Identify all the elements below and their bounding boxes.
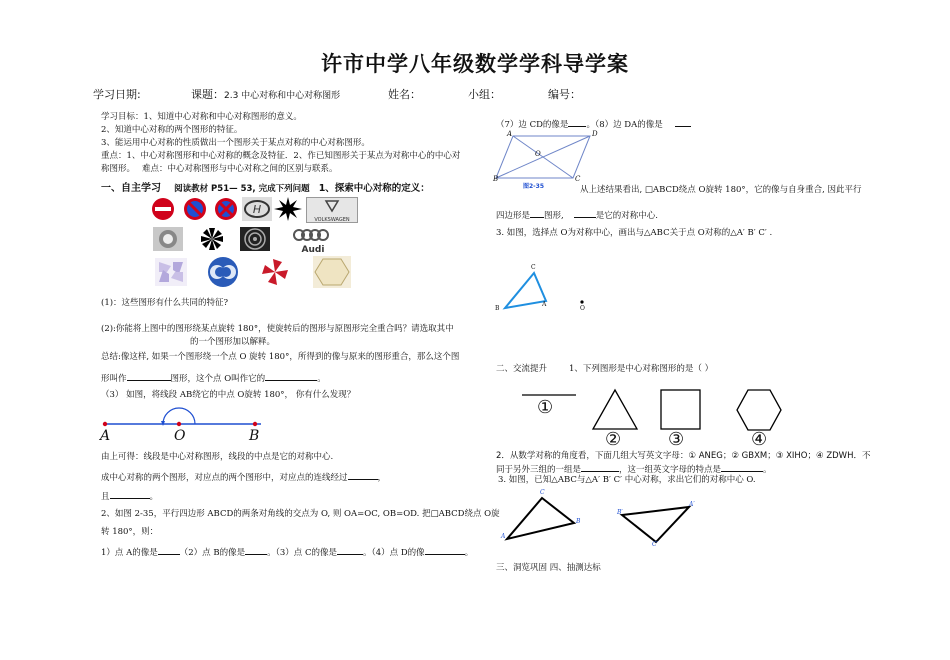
g1-point-a: A bbox=[501, 533, 506, 540]
hyundai-logo-icon bbox=[242, 197, 272, 221]
point-o-label: O bbox=[174, 428, 186, 444]
page-title: 许市中学八年级数学学科导学案 bbox=[321, 52, 629, 76]
para-point-a: A bbox=[507, 130, 513, 138]
no-stopping-sign-icon bbox=[211, 197, 241, 221]
exercise-3-text: 3. 如图，选择点 O为对称中心，画出与△ABC关于点 O对称的△A′ B′ C′ . bbox=[496, 228, 773, 238]
volkswagen-logo-icon: VOLKSWAGEN bbox=[306, 197, 358, 223]
hexagon-pattern-icon bbox=[313, 256, 351, 288]
audi-logo-icon: Audi bbox=[290, 227, 336, 253]
blank-group bbox=[581, 462, 619, 472]
section-1-heading: 一、自主学习 阅读教材 P51— 53, 完成下列问题 1、探索中心对称的定义： bbox=[101, 183, 430, 194]
g1-point-b: B bbox=[576, 518, 581, 525]
option-2-label: ② bbox=[605, 429, 622, 450]
g2-point-b: B′ bbox=[617, 509, 623, 516]
para-point-d: D bbox=[592, 130, 598, 138]
goal-1: 学习目标：1、知道中心对称和中心对称图形的意义。 bbox=[101, 112, 302, 122]
topic-label: 课题：2.3 中心对称和中心对称图形 bbox=[191, 88, 341, 101]
goal-3: 3、能运用中心对称的性质做出一个图形关于某点对称的中心对称图形。 bbox=[101, 138, 370, 148]
edge-image-line: （7）边 CD的像是 。（8）边 DA的像是 bbox=[496, 117, 691, 131]
triangle-abc-figure bbox=[500, 268, 600, 316]
summary-line-2: 形叫作 图形，这个点 O叫作它的 。 bbox=[101, 371, 326, 385]
option-1-label: ① bbox=[537, 397, 554, 418]
point-b-label: B bbox=[249, 428, 260, 444]
question-2-line-2: 的一个图形加以解释。 bbox=[190, 337, 276, 347]
segment-conclusion-2: 成中心对称的两个图形，对应点的两个图形中，对应点的连线经过 ， bbox=[101, 470, 386, 484]
svg-text:H: H bbox=[252, 203, 262, 216]
key-points-2: 称图形。 难点：中心对称图形与中心对称之间的区别与联系。 bbox=[101, 164, 338, 174]
wheel-logo-icon bbox=[153, 227, 183, 251]
segment-conclusion-1: 由上可得：线段是中心对称图形，线段的中点是它的对称中心. bbox=[101, 452, 334, 462]
date-label: 学习日期: bbox=[93, 88, 141, 101]
blank-symmetric-center bbox=[265, 371, 317, 381]
blank-image-c bbox=[337, 545, 363, 555]
blank-feature bbox=[721, 462, 763, 472]
key-points-1: 重点：1、中心对称图形和中心对称的概念及特征．2、作已知图形关于某点为对称中心的中心对 bbox=[101, 151, 461, 161]
tri-point-c: C bbox=[531, 264, 536, 271]
g1-point-c: C bbox=[540, 489, 545, 496]
center-question: 3. 如图，已知△ABC与△A′ B′ C′ 中心对称，求出它们的对称中心 O. bbox=[498, 475, 756, 485]
goal-2: 2、知道中心对称的两个图形的特征。 bbox=[101, 125, 243, 135]
red-pinwheel-icon bbox=[259, 258, 291, 286]
question-3: （3） 如图，将线段 AB绕它的中点 O旋转 180°， 你有什么发现？ bbox=[101, 390, 356, 400]
section-3-4-heading: 三、洞览巩固 四、抽测达标 bbox=[496, 563, 601, 573]
blank-passes-through bbox=[348, 470, 378, 480]
tri-point-b: B bbox=[495, 305, 500, 312]
question-1: (1)：这些图形有什么共同的特征? bbox=[101, 298, 229, 308]
tri-point-o: O bbox=[580, 305, 585, 312]
blank-image-a bbox=[158, 545, 180, 555]
blank-image-d bbox=[425, 545, 465, 555]
section-2-heading: 二、交流提升 1、下列图形是中心对称图形的是（ ） bbox=[496, 364, 714, 374]
blank-figure-type bbox=[530, 208, 544, 218]
swirl-pattern-icon bbox=[240, 227, 270, 251]
segment-conclusion-3: 且 。 bbox=[101, 489, 158, 503]
summary-line-1: 总结:像这样, 如果一个图形绕一个点 O 旋转 180°，所得到的像与原来的图形重合，那么这个图 bbox=[101, 352, 460, 362]
question-2-line-1: (2):你能将上图中的图形绕某点旋转 180°，使旋转后的图形与原图形完全重合吗？请选取其中 bbox=[101, 324, 454, 334]
letters-question-line-1: 2．从数学对称的角度看，下面几组大写英文字母：① ANEG；② GBXM；③ XIHO；④ ZDWH．不 bbox=[496, 451, 871, 461]
g2-point-a: A′ bbox=[689, 501, 695, 508]
blank-symmetric-figure bbox=[127, 371, 171, 381]
blank-center bbox=[574, 208, 596, 218]
para-point-c: C bbox=[575, 175, 581, 183]
blank-edge-cd bbox=[568, 117, 586, 127]
option-4-label: ④ bbox=[751, 429, 768, 450]
name-label: 姓名： bbox=[388, 88, 421, 101]
para-point-o: O bbox=[535, 150, 541, 158]
blank-image-b bbox=[245, 545, 267, 555]
example-2-line-3: 1）点 A的像是 （2）点 B的像是 。（3）点 C的像是 。（4）点 D的像 。 bbox=[101, 545, 473, 559]
blank-and-condition bbox=[110, 489, 150, 499]
tri-point-a: A bbox=[542, 301, 547, 308]
group-label: 小组： bbox=[468, 88, 501, 101]
letters-question-line-2: 同于另外三组的一组是 ，这一组英文字母的特点是 。 bbox=[496, 462, 772, 476]
folded-square-icon bbox=[155, 258, 187, 286]
example-2-line-1: 2、如图 2-35，平行四边形 ABCD的两条对角线的交点为 O, 则 OA=OC, OB=OD. 把□ABCD绕点 O旋 bbox=[101, 509, 500, 519]
point-a-label: A bbox=[100, 428, 111, 444]
no-parking-sign-icon bbox=[180, 197, 210, 221]
blank-edge-da bbox=[675, 117, 691, 127]
choice-figures bbox=[520, 385, 800, 435]
pinwheel-icon bbox=[197, 227, 227, 251]
option-3-label: ③ bbox=[668, 429, 685, 450]
double-crescent-icon bbox=[204, 256, 242, 288]
parallelogram-conclusion-2: 四边形是 图形, 是它的对称中心. bbox=[496, 208, 658, 222]
parallelogram-conclusion-1: 从上述结果看出, □ABCD绕点 O旋转 180°，它的像与自身重合, 因此平行 bbox=[580, 185, 862, 195]
number-label: 编号： bbox=[548, 88, 581, 101]
figure-2-35-label: 图2-35 bbox=[523, 183, 545, 190]
para-point-b: B bbox=[493, 175, 499, 183]
no-entry-sign-icon bbox=[148, 197, 178, 221]
g2-point-c: C′ bbox=[652, 541, 658, 548]
sun-burst-icon bbox=[273, 197, 303, 221]
example-2-line-2: 转 180°，则： bbox=[101, 527, 159, 537]
symmetric-triangles-figure bbox=[496, 488, 706, 554]
